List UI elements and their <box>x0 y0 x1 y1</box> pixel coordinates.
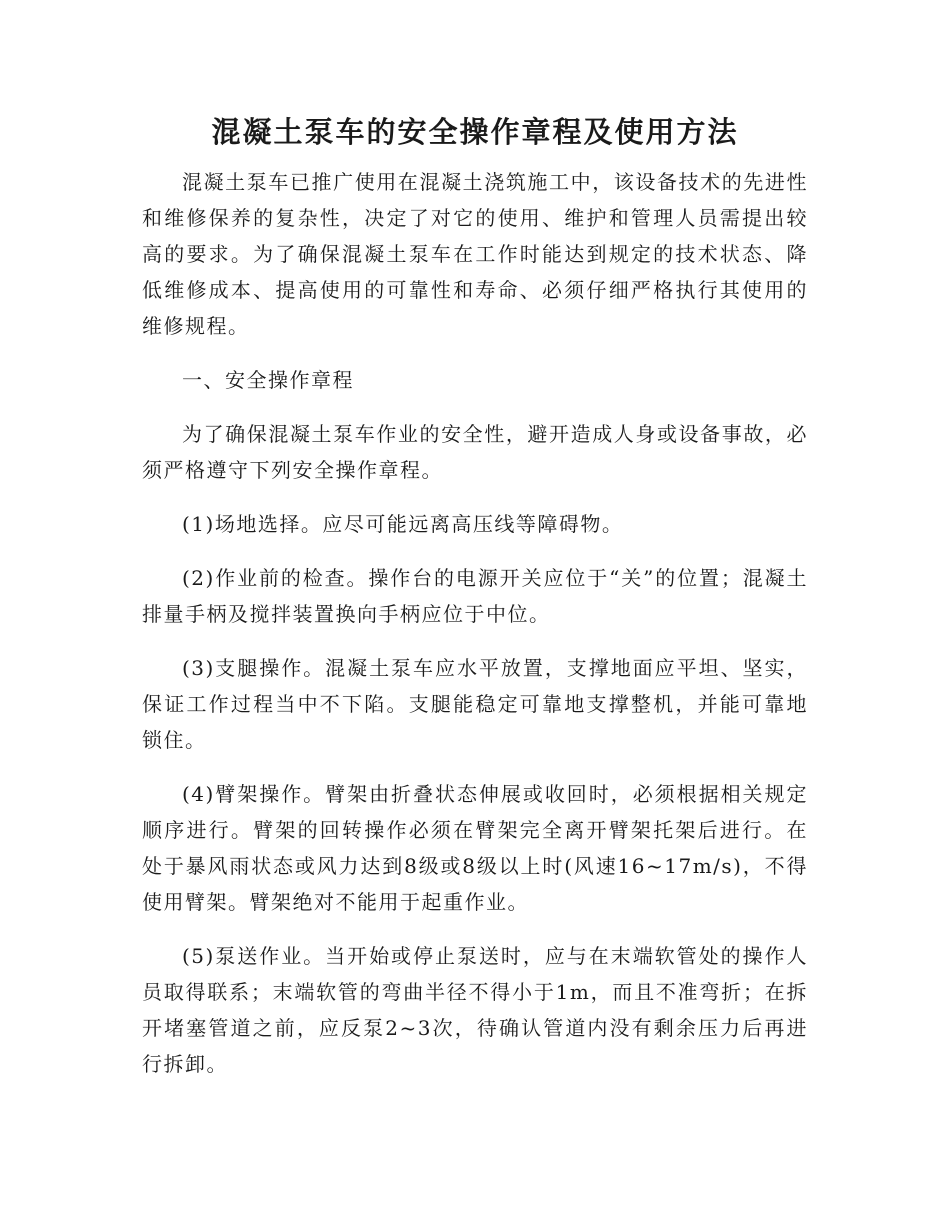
rule-pre-inspection: (2)作业前的检查。操作台的电源开关应位于“关”的位置；混凝土排量手柄及搅拌装置换向手柄应位于中位。 <box>142 566 808 626</box>
intro-paragraph: 混凝土泵车已推广使用在混凝土浇筑施工中，该设备技术的先进性和维修保养的复杂性，决定了对它的使用、维护和管理人员需提出较高的要求。为了确保混凝土泵车在工作时能达到规定的技术状态、降低维修成本、提高使用的可靠性和寿命、必须仔细严格执行其使用的维修规程。 <box>142 170 808 338</box>
rule-boom-operation: (4)臂架操作。臂架由折叠状态伸展或收回时，必须根据相关规定顺序进行。臂架的回转操作必须在臂架完全离开臂架托架后进行。在处于暴风雨状态或风力达到8级或8级以上时(风速16~17m/s)，不得使用臂架。臂架绝对不能用于起重作业。 <box>142 782 808 914</box>
document-body <box>142 164 808 1100</box>
rule-pumping-operation: (5)泵送作业。当开始或停止泵送时，应与在末端软管处的操作人员取得联系；末端软管的弯曲半径不得小于1m，而且不准弯折；在拆开堵塞管道之前，应反泵2~3次，待确认管道内没有剩余压力后再进行拆卸。 <box>142 944 808 1076</box>
rule-site-selection: (1)场地选择。应尽可能远离高压线等障碍物。 <box>182 512 624 536</box>
section-intro-paragraph: 为了确保混凝土泵车作业的安全性，避开造成人身或设备事故，必须严格遵守下列安全操作章程。 <box>142 422 808 482</box>
page-title: 混凝土泵车的安全操作章程及使用方法 <box>211 115 739 149</box>
section-heading: 一、安全操作章程 <box>182 368 354 392</box>
rule-outrigger-operation: (3)支腿操作。混凝土泵车应水平放置，支撑地面应平坦、坚实，保证工作过程当中不下陷。支腿能稳定可靠地支撑整机，并能可靠地锁住。 <box>142 656 808 752</box>
